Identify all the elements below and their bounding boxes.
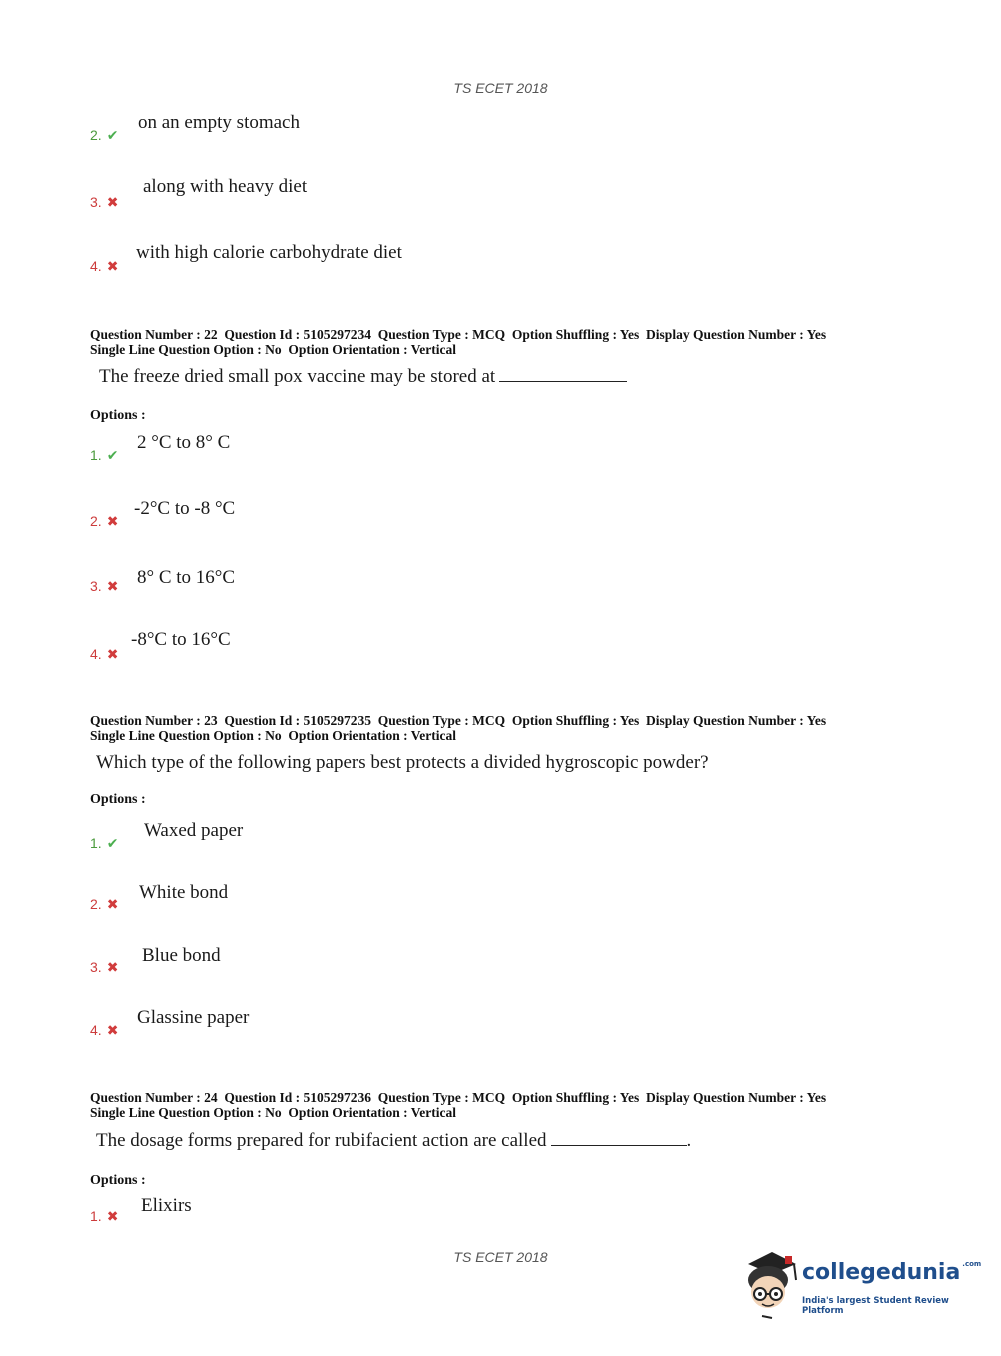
check-icon: ✔: [106, 128, 119, 144]
option-number: 4.: [90, 646, 102, 662]
logo-wordmark: [802, 1260, 981, 1285]
meta-line-2: Single Line Question Option : No Option Orientation : Vertical: [90, 728, 457, 743]
logo-com: .com: [962, 1260, 982, 1268]
question-23-text: Which type of the following papers best protects a divided hygroscopic powder?: [96, 752, 709, 773]
option-number: 3.: [90, 959, 102, 975]
meta-line-2: Single Line Question Option : No Option Orientation : Vertical: [90, 342, 457, 357]
q23-option-3-text: Blue bond: [142, 945, 221, 966]
q22-option-2-text: -2°C to -8 °C: [134, 498, 236, 519]
logo-name: collegedunia: [802, 1260, 961, 1285]
check-icon: ✔: [106, 836, 119, 852]
question-text: The dosage forms prepared for rubifacient action are called: [96, 1130, 547, 1151]
check-icon: ✔: [106, 448, 119, 464]
option-number: 1.: [90, 835, 102, 851]
q22-option-1: [90, 447, 118, 465]
question-24-meta: [90, 1090, 826, 1120]
q22-option-4-text: -8°C to 16°C: [131, 629, 231, 650]
options-label: Options :: [90, 1173, 146, 1188]
cross-icon: ✖: [106, 897, 119, 913]
q23-option-2: [90, 896, 118, 914]
option-number: 1.: [90, 447, 102, 463]
option-number: 1.: [90, 1208, 102, 1224]
page-footer: TS ECET 2018: [453, 1249, 548, 1265]
q24-option-1: [90, 1208, 118, 1226]
q22-option-3-text: 8° C to 16°C: [137, 567, 236, 588]
q23-option-4: [90, 1022, 118, 1040]
prev-option-2-text: on an empty stomach: [138, 112, 300, 133]
prev-option-3-text: along with heavy diet: [143, 176, 308, 197]
option-number: 3.: [90, 578, 102, 594]
q22-option-4: [90, 646, 118, 664]
question-24-text: [96, 1130, 691, 1152]
prev-option-4: [90, 258, 118, 276]
cross-icon: ✖: [106, 647, 119, 663]
q22-option-2: [90, 513, 118, 531]
q23-option-1-text: Waxed paper: [144, 820, 244, 841]
cross-icon: ✖: [106, 195, 119, 211]
question-22-text: [99, 366, 627, 388]
q23-option-4-text: Glassine paper: [137, 1007, 250, 1028]
prev-option-2: [90, 127, 118, 145]
question-text: The freeze dried small pox vaccine may be stored at: [99, 366, 496, 387]
q23-option-2-text: White bond: [139, 882, 229, 903]
cross-icon: ✖: [106, 259, 119, 275]
prev-option-4-text: with high calorie carbohydrate diet: [136, 242, 402, 263]
q23-option-1: [90, 835, 118, 853]
question-23-meta: [90, 713, 826, 743]
meta-line-1: Question Number : 22 Question Id : 5105297234 Question Type : MCQ Option Shuffling : Yes Display Question Number : Yes: [90, 327, 827, 342]
meta-line-1: Question Number : 23 Question Id : 5105297235 Question Type : MCQ Option Shuffling : Yes Display Question Number : Yes: [90, 713, 827, 728]
prev-option-3: [90, 194, 118, 212]
cross-icon: ✖: [106, 1023, 119, 1039]
cross-icon: ✖: [106, 960, 119, 976]
q24-option-1-text: Elixirs: [141, 1195, 192, 1216]
option-number: 4.: [90, 1022, 102, 1038]
cross-icon: ✖: [106, 1209, 119, 1225]
meta-line-2: Single Line Question Option : No Option Orientation : Vertical: [90, 1105, 457, 1120]
question-22-meta: [90, 327, 826, 357]
option-number: 3.: [90, 194, 102, 210]
question-suffix: .: [686, 1130, 692, 1151]
option-number: 4.: [90, 258, 102, 274]
page-header: TS ECET 2018: [453, 80, 548, 96]
options-label: Options :: [90, 792, 146, 807]
option-number: 2.: [90, 513, 102, 529]
cross-icon: ✖: [106, 514, 119, 530]
answer-blank: [551, 1131, 687, 1146]
option-number: 2.: [90, 127, 102, 143]
q22-option-3: [90, 578, 118, 596]
logo-tagline: India's largest Student Review Platform: [802, 1296, 949, 1316]
cross-icon: ✖: [106, 579, 119, 595]
q23-option-3: [90, 959, 118, 977]
options-label: Options :: [90, 408, 146, 423]
collegedunia-logo: [740, 1246, 982, 1320]
option-number: 2.: [90, 896, 102, 912]
q22-option-1-text: 2 °C to 8° C: [137, 432, 231, 453]
mascot-icon: [740, 1246, 800, 1320]
meta-line-1: Question Number : 24 Question Id : 5105297236 Question Type : MCQ Option Shuffling : Yes Display Question Number : Yes: [90, 1090, 827, 1105]
answer-blank: [499, 367, 627, 382]
